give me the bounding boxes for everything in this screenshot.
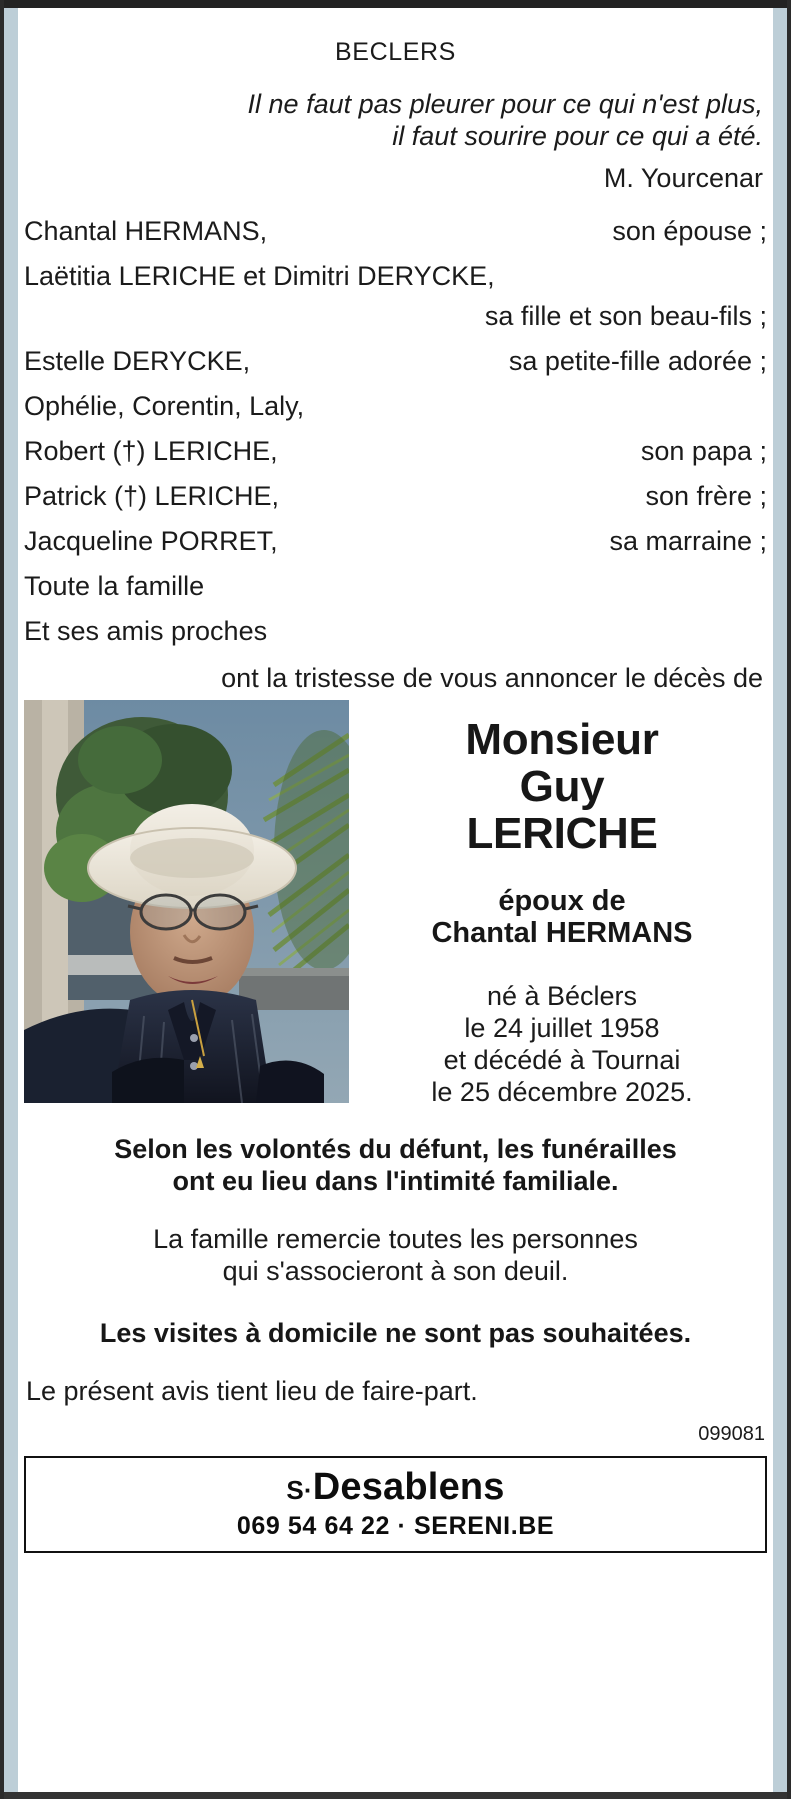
family-member-relation: sa marraine ; [609, 525, 767, 556]
spouse-label: époux de [498, 884, 626, 917]
family-row [24, 525, 767, 556]
reference-number: 099081 [698, 1422, 765, 1445]
family-row [24, 435, 767, 466]
family-member-name: Ophélie, Corentin, Laly, [24, 390, 305, 421]
thanks-line-1: La famille remercie toutes les personnes [153, 1224, 638, 1255]
portrait-photo [24, 700, 349, 1103]
family-member-relation: son épouse ; [612, 215, 767, 246]
spouse-name: Chantal HERMANS [431, 917, 693, 950]
funeral-notice-line-2: ont eu lieu dans l'intimité familiale. [172, 1166, 619, 1197]
family-row [24, 615, 767, 646]
quote-line-2: il faut sourire pour ce qui a été. [392, 120, 763, 151]
funeral-home-initial: S [286, 1474, 304, 1505]
portrait-and-name-section [24, 700, 767, 1109]
family-row [24, 215, 767, 246]
family-row [24, 345, 767, 376]
left-color-band [4, 8, 18, 1792]
home-visits-notice: Les visites à domicile ne sont pas souhaitées. [99, 1317, 692, 1348]
funeral-notice-line-1: Selon les volontés du défunt, les funérailles [114, 1134, 677, 1165]
birth-place: né à Béclers [486, 980, 638, 1011]
death-place: et décédé à Tournai [443, 1045, 681, 1076]
page-frame-top [0, 0, 791, 8]
page-frame-bottom [0, 1792, 791, 1799]
family-member-name: Jacqueline PORRET, [24, 525, 278, 556]
family-member-name: Estelle DERYCKE, [24, 345, 251, 376]
family-member-relation: sa fille et son beau-fils ; [484, 300, 767, 331]
family-members-list [24, 215, 767, 646]
family-row [24, 260, 767, 331]
funeral-home-brand: Desablens [312, 1465, 505, 1508]
right-color-band [773, 8, 787, 1792]
deceased-last-name: LERICHE [466, 808, 658, 858]
family-member-name: Laëtitia LERICHE et Dimitri DERYCKE, [24, 260, 495, 291]
family-member-name: Toute la famille [24, 570, 205, 601]
birth-death-details [363, 980, 761, 1109]
funeral-home-contact: 069 54 64 22 · SERENI.BE [236, 1511, 555, 1540]
funeral-arrangements-notice [24, 1134, 767, 1198]
family-row [24, 570, 767, 601]
quote-author: M. Yourcenar [603, 162, 763, 193]
birth-date: le 24 juillet 1958 [464, 1013, 660, 1044]
family-row [24, 390, 767, 421]
announcement-line: ont la tristesse de vous annoncer le décès de [221, 662, 763, 693]
death-date: le 25 décembre 2025. [431, 1077, 693, 1108]
family-member-relation: son papa ; [640, 435, 767, 466]
funeral-home-name [26, 1465, 765, 1508]
deceased-first-name: Guy [519, 761, 605, 811]
memorial-quote [24, 89, 767, 153]
deceased-honorific: Monsieur [465, 714, 659, 764]
locality-heading: BECLERS [335, 38, 456, 66]
family-member-name: Chantal HERMANS, [24, 215, 268, 246]
family-member-relation: sa petite-fille adorée ; [508, 345, 767, 376]
family-row [24, 480, 767, 511]
funeral-home-box[interactable] [24, 1456, 767, 1553]
deceased-name-block [349, 700, 767, 1109]
family-member-name: Et ses amis proches [24, 615, 268, 646]
family-member-name: Robert (†) LERICHE, [24, 435, 278, 466]
family-member-name: Patrick (†) LERICHE, [24, 480, 280, 511]
thanks-line-2: qui s'associeront à son deuil. [222, 1255, 569, 1286]
thanks-message [24, 1224, 767, 1288]
notice-sheet [18, 8, 773, 1792]
funeral-home-separator: · [303, 1474, 313, 1505]
page-frame-right [787, 0, 791, 1799]
family-member-relation: son frère ; [645, 480, 767, 511]
quote-line-1: Il ne faut pas pleurer pour ce qui n'est plus, [247, 89, 763, 119]
faire-part-notice: Le présent avis tient lieu de faire-part. [26, 1375, 478, 1406]
